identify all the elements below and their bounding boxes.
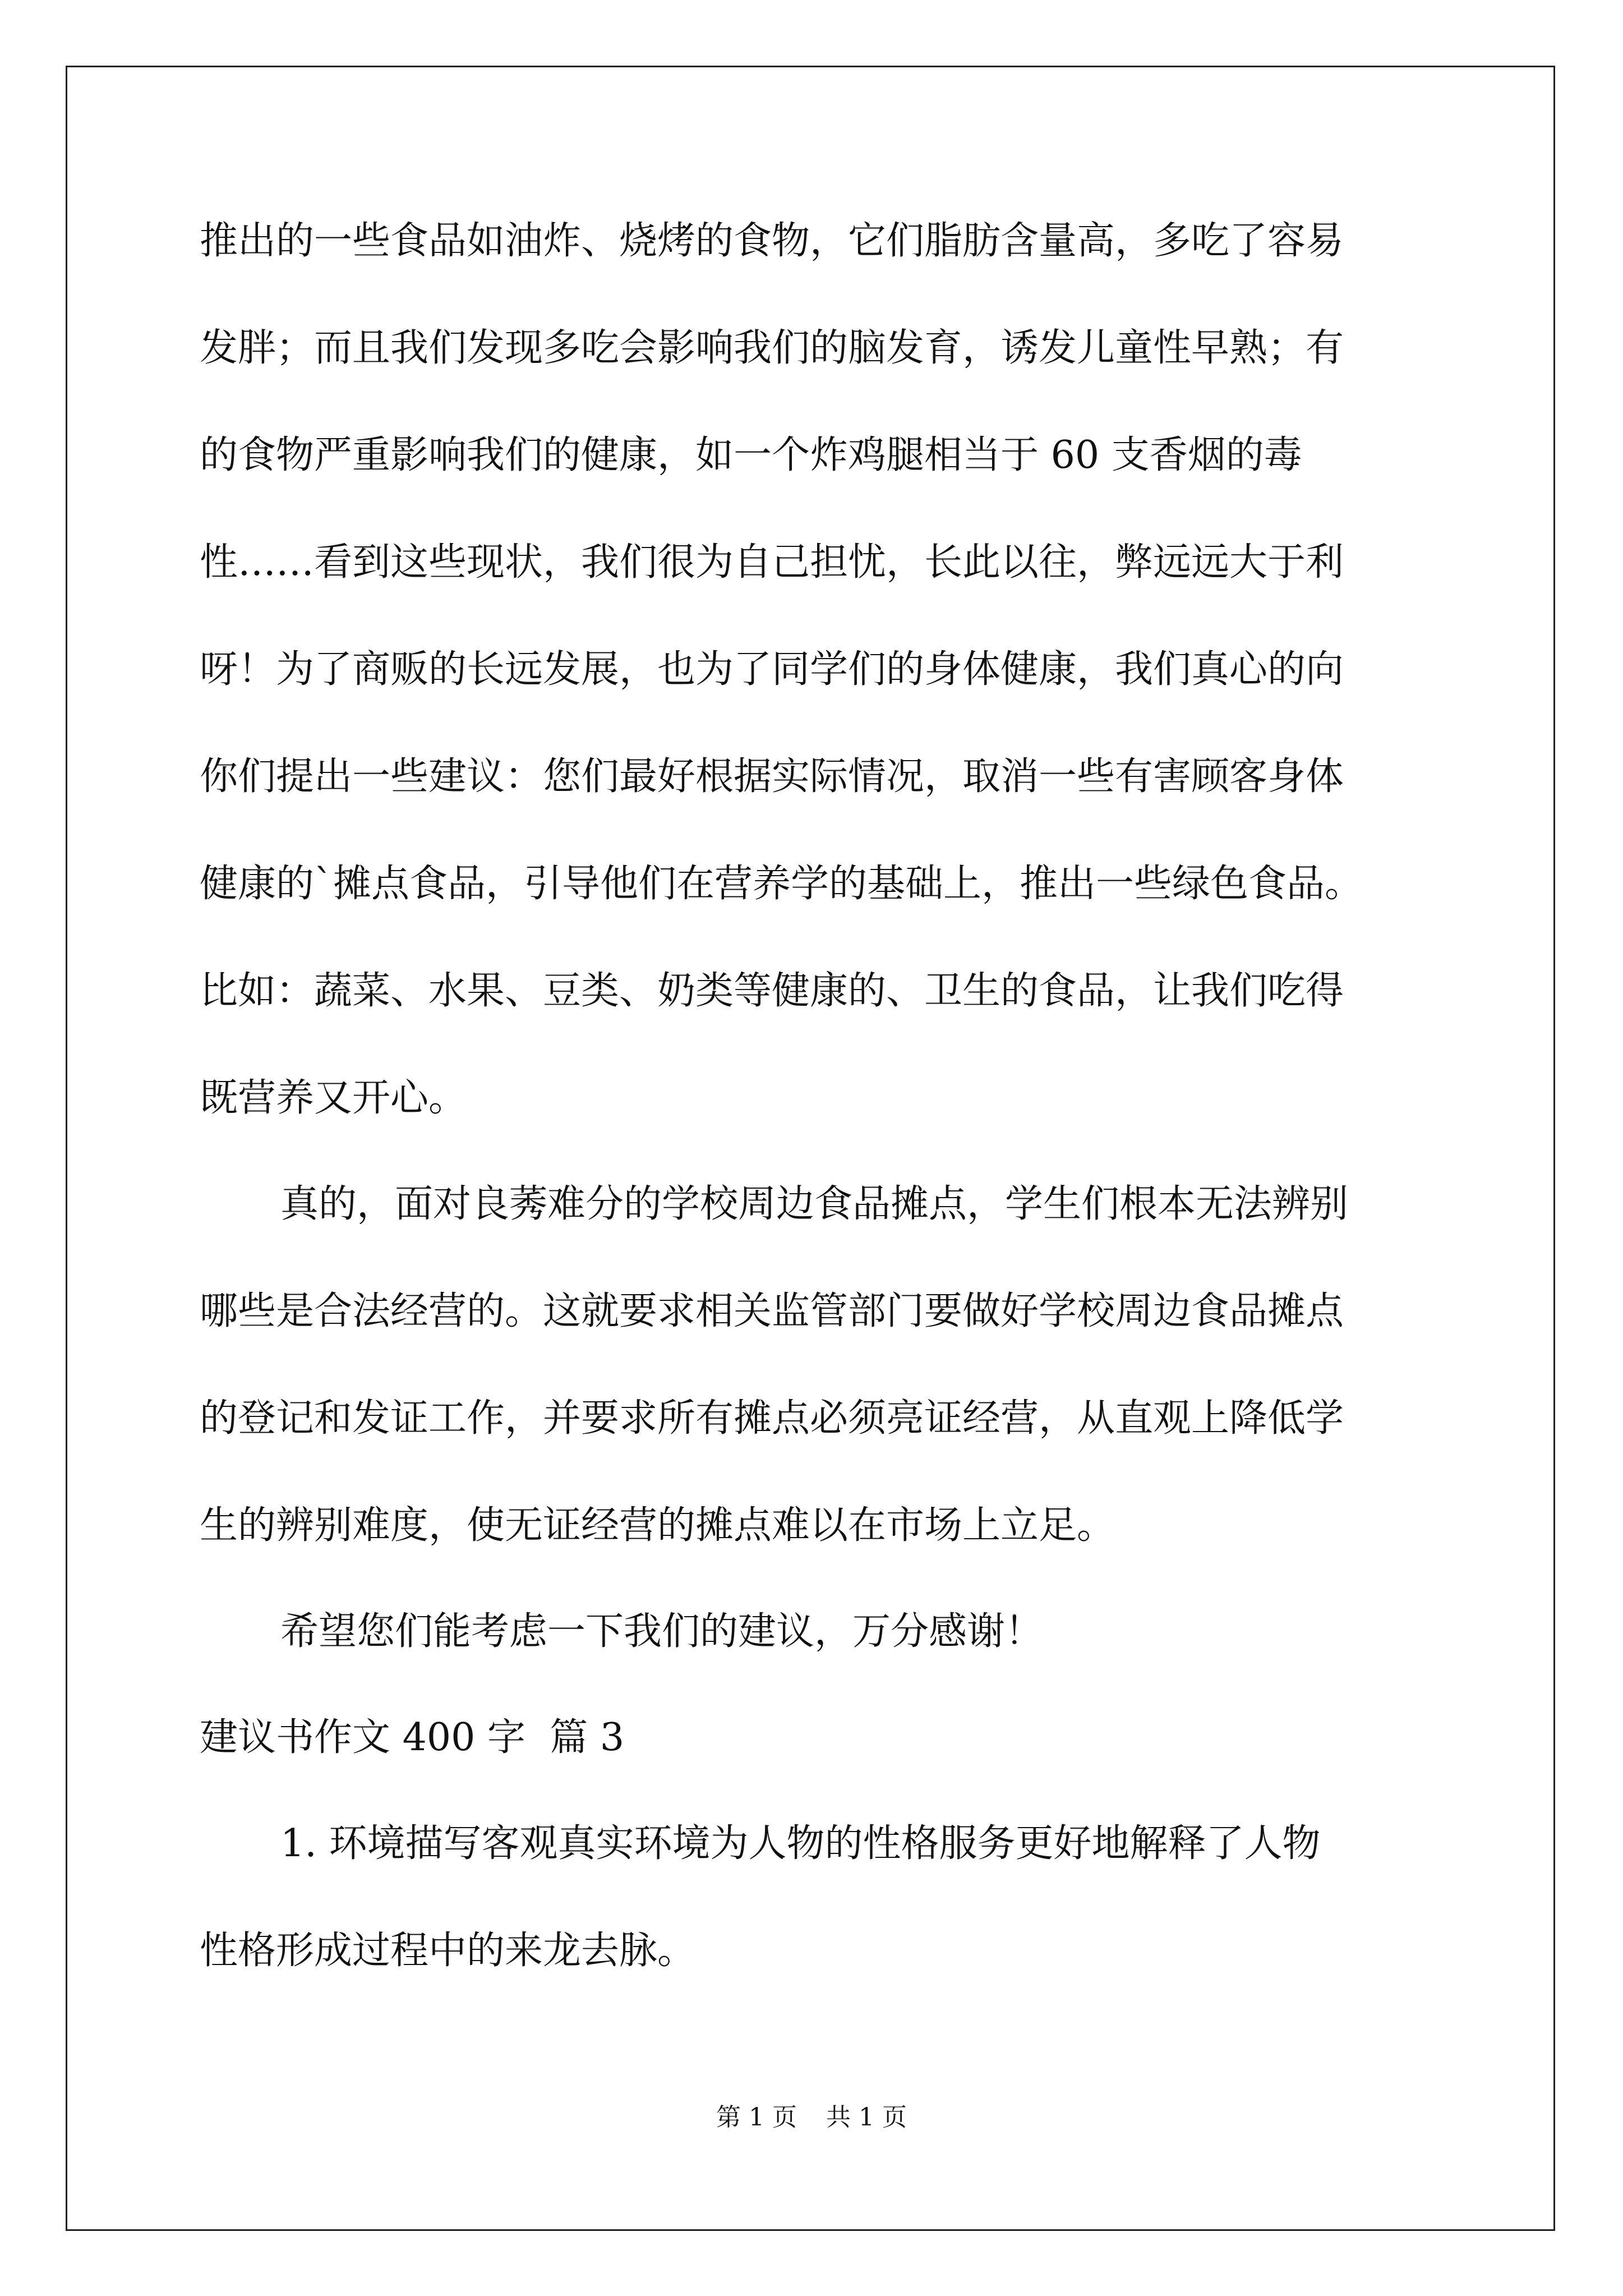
text-line: 希望您们能考虑一下我们的建议，万分感谢！ — [280, 1609, 1044, 1654]
paragraph-5 — [200, 1817, 1423, 1977]
text-line: 哪些是合法经营的。这就要求相关监管部门要做好学校周边食品摊点 — [200, 1289, 1344, 1333]
text-line: 你们提出一些建议：您们最好根据实际情况，取消一些有害顾客身体 — [200, 754, 1344, 799]
document-body — [200, 214, 1423, 2030]
text-line: 的登记和发证工作，并要求所有摊点必须亮证经营，从直观上降低学 — [200, 1396, 1344, 1441]
text-line: 生的辨别难度，使无证经营的摊点难以在市场上立足。 — [200, 1503, 1115, 1548]
page-number: 第 1 页 — [716, 2103, 797, 2132]
text-line: 既营养又开心。 — [200, 1076, 467, 1120]
text-line: 性……看到这些现状，我们很为自己担忧，长此以往，弊远远大于利 — [200, 540, 1344, 585]
text-line: 的食物严重影响我们的健康，如一个炸鸡腿相当于 60 支香烟的毒 — [200, 433, 1302, 477]
text-line: 1. 环境描写客观真实环境为人物的性格服务更好地解释了人物 — [280, 1821, 1321, 1866]
page-footer — [0, 2101, 1623, 2134]
text-line: 发胖；而且我们发现多吃会影响我们的脑发育，诱发儿童性早熟；有 — [200, 326, 1344, 370]
text-line: 推出的一些食品如油炸、烧烤的食物，它们脂肪含量高，多吃了容易 — [200, 219, 1344, 263]
paragraph-1 — [200, 214, 1423, 1125]
text-line: 比如：蔬菜、水果、豆类、奶类等健康的、卫生的食品，让我们吃得 — [200, 969, 1344, 1013]
text-line: 呀！为了商贩的长远发展，也为了同学们的身体健康，我们真心的向 — [200, 647, 1344, 692]
text-line: 健康的`摊点食品，引导他们在营养学的基础上，推出一些绿色食品。 — [200, 862, 1363, 906]
heading-text: 建议书作文 400 字 篇 3 — [200, 1715, 625, 1760]
paragraph-2 — [200, 1177, 1423, 1552]
text-line: 性格形成过程中的来龙去脉。 — [200, 1929, 696, 1973]
text-line: 真的，面对良莠难分的学校周边食品摊点，学生们根本无法辨别 — [280, 1182, 1349, 1226]
section-heading — [200, 1711, 1423, 1764]
paragraph-3 — [200, 1605, 1423, 1658]
page-total: 共 1 页 — [826, 2103, 907, 2132]
